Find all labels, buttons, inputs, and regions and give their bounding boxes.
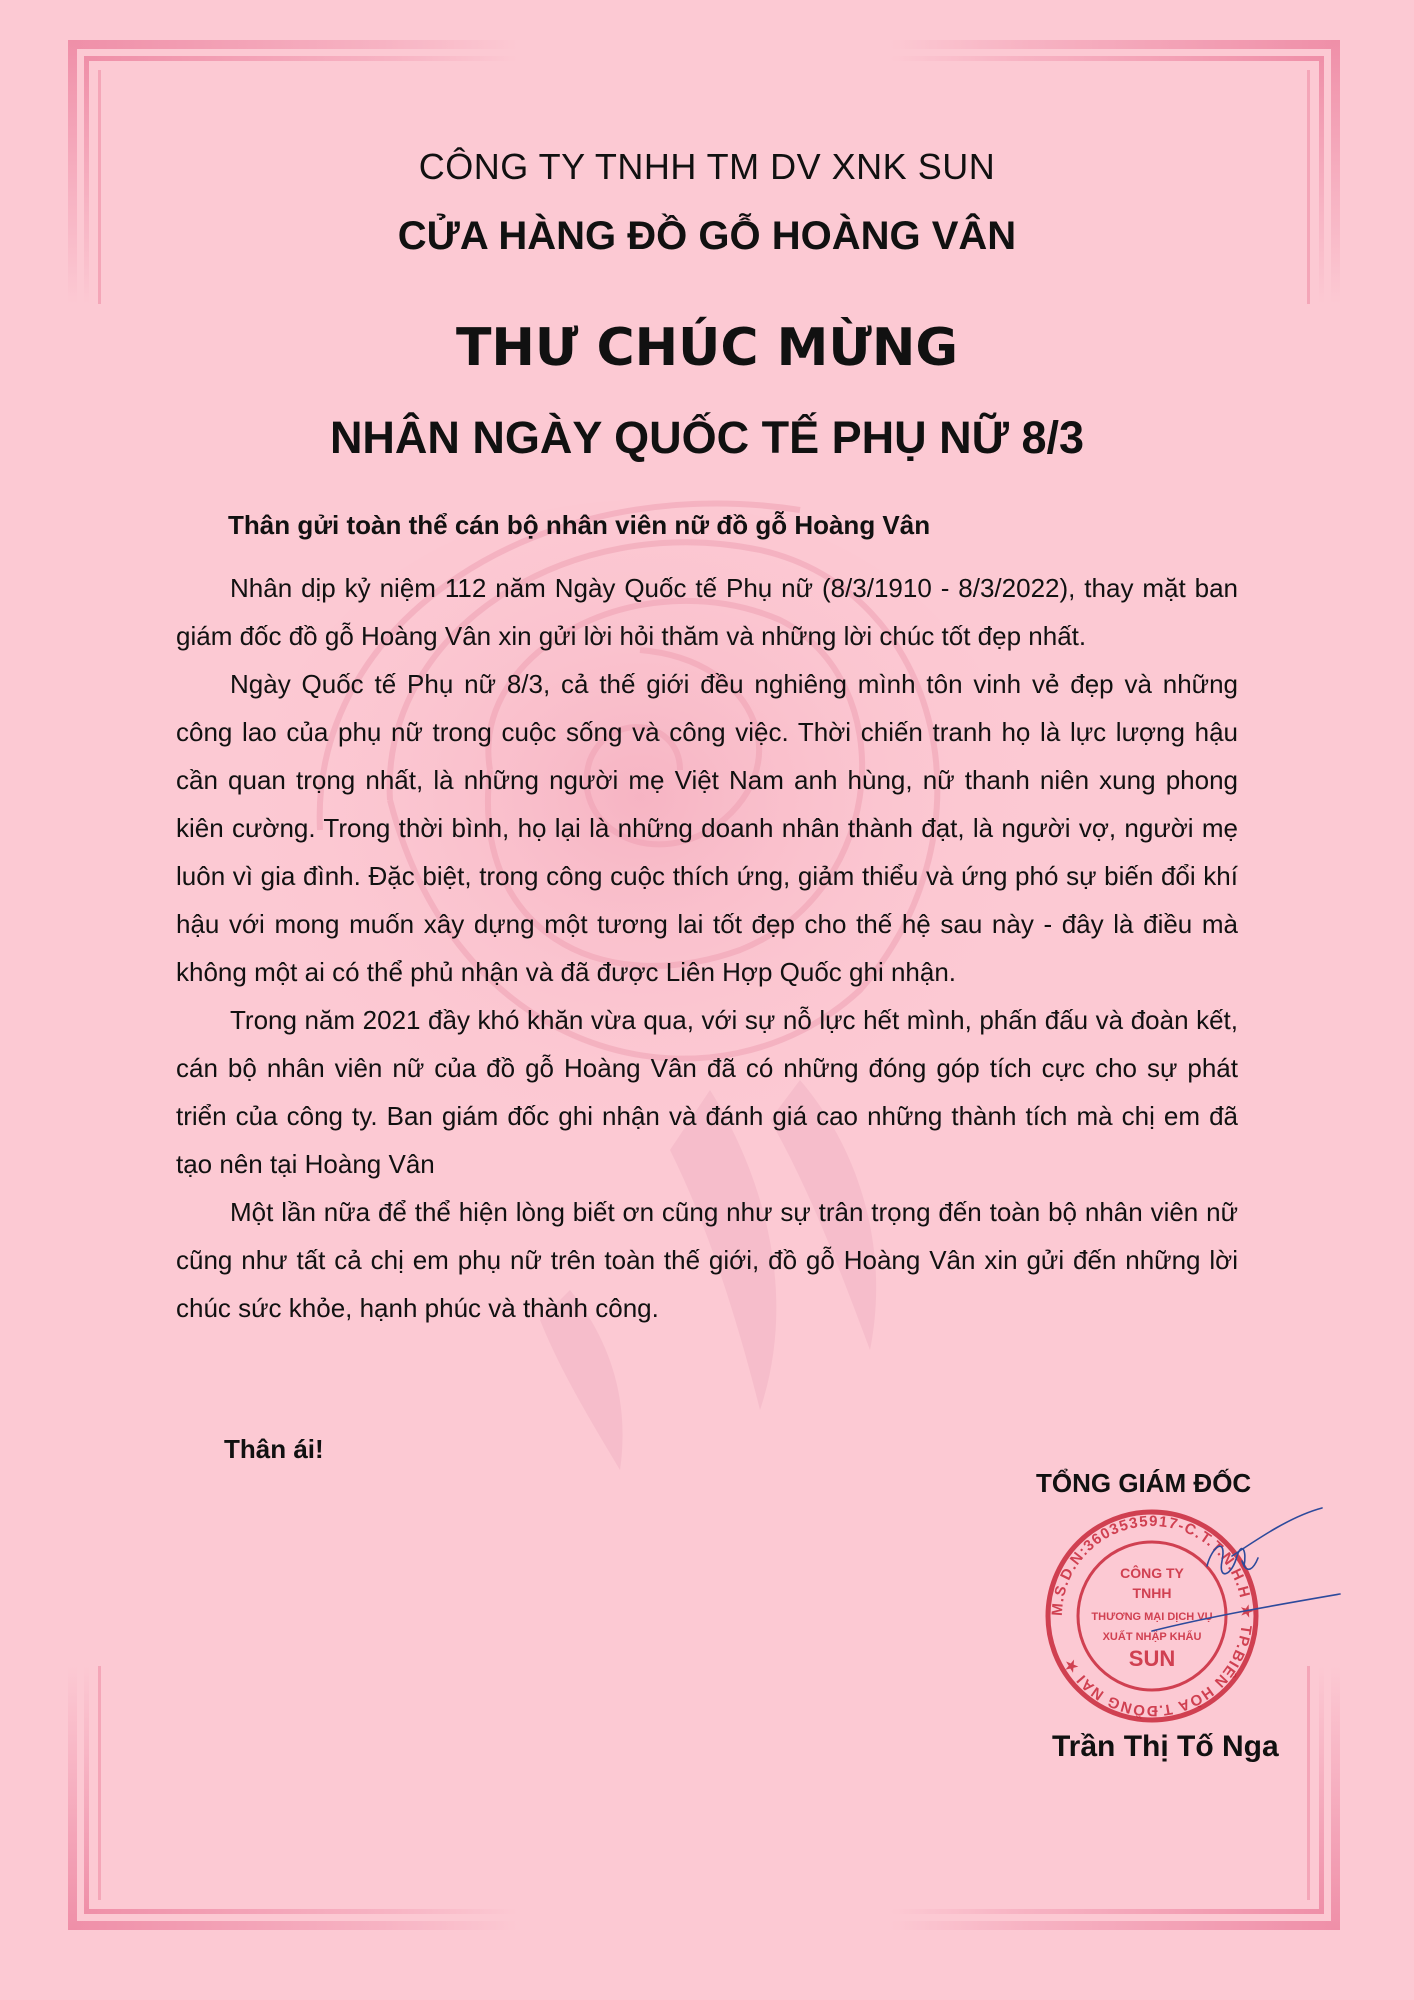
letter-body [176,564,1238,1332]
signer-position: TỔNG GIÁM ĐỐC [1036,1468,1252,1498]
closing-line: Thân ái! [224,1434,324,1464]
body-paragraph: Ngày Quốc tế Phụ nữ 8/3, cả thế giới đều nghiêng mình tôn vinh vẻ đẹp và những công lao của phụ nữ trong cuộc sống và công việc. Thời chiến tranh họ là lực lượng hậu cần quan trọng nhất, là những người mẹ Việt Nam anh hùng, nữ thanh niên xung phong kiên cường. Trong thời bình, họ lại là những doanh nhân thành đạt, là người vợ, người mẹ luôn vì gia đình. Đặc biệt, trong công cuộc thích ứng, giảm thiểu và ứng phó sự biến đổi khí hậu với mong muốn xây dựng một tương lai tốt đẹp cho thế hệ sau này - đây là điều mà không một ai có thể phủ nhận và đã được Liên Hợp Quốc ghi nhận. [176,669,1238,987]
seal-line: TNHH [1132,1585,1172,1601]
body-paragraph: Trong năm 2021 đầy khó khăn vừa qua, với sự nỗ lực hết mình, phấn đấu và đoàn kết, cán bộ nhân viên nữ của đồ gỗ Hoàng Vân đã có những đóng góp tích cực cho sự phát triển của công ty. Ban giám đốc ghi nhận và đánh giá cao những thành tích mà chị em đã tạo nên tại Hoàng Vân [176,1005,1238,1179]
letter-title: THƯ CHÚC MỪNG [455,318,959,378]
seal-line: CÔNG TY [1120,1565,1184,1581]
company-seal [1032,1506,1342,1726]
seal-line: THƯƠNG MẠI DỊCH VỤ [1091,1611,1213,1623]
greeting-line: Thân gửi toàn thể cán bộ nhân viên nữ đồ gỗ Hoàng Vân [228,510,931,540]
body-paragraph: Một lần nữa để thể hiện lòng biết ơn cũng như sự trân trọng đến toàn bộ nhân viên nữ cũng như tất cả chị em phụ nữ trên toàn thế giới, đồ gỗ Hoàng Vân xin gửi đến những lời chúc sức khỏe, hạnh phúc và thành công. [176,1197,1238,1323]
company-name: CÔNG TY TNHH TM DV XNK SUN [418,146,996,187]
seal-ring-text: M.S.D.N:3603535917-C.T.T.N.H.H ★ TP.BIÊN HÒA T.ĐỒNG NAI ★ [1048,1512,1256,1720]
store-name: CỬA HÀNG ĐỒ GỖ HOÀNG VÂN [397,214,1017,258]
signer-name: Trần Thị Tố Nga [1052,1730,1279,1763]
seal-line: SUN [1128,1646,1176,1671]
body-paragraph: Nhân dịp kỷ niệm 112 năm Ngày Quốc tế Phụ nữ (8/3/1910 - 8/3/2022), thay mặt ban giám đốc đồ gỗ Hoàng Vân xin gửi lời hỏi thăm và những lời chúc tốt đẹp nhất. [176,573,1238,651]
seal-line: XUẤT NHẬP KHẨU [1102,1631,1202,1643]
letter-subtitle: NHÂN NGÀY QUỐC TẾ PHỤ NỮ 8/3 [329,412,1085,463]
